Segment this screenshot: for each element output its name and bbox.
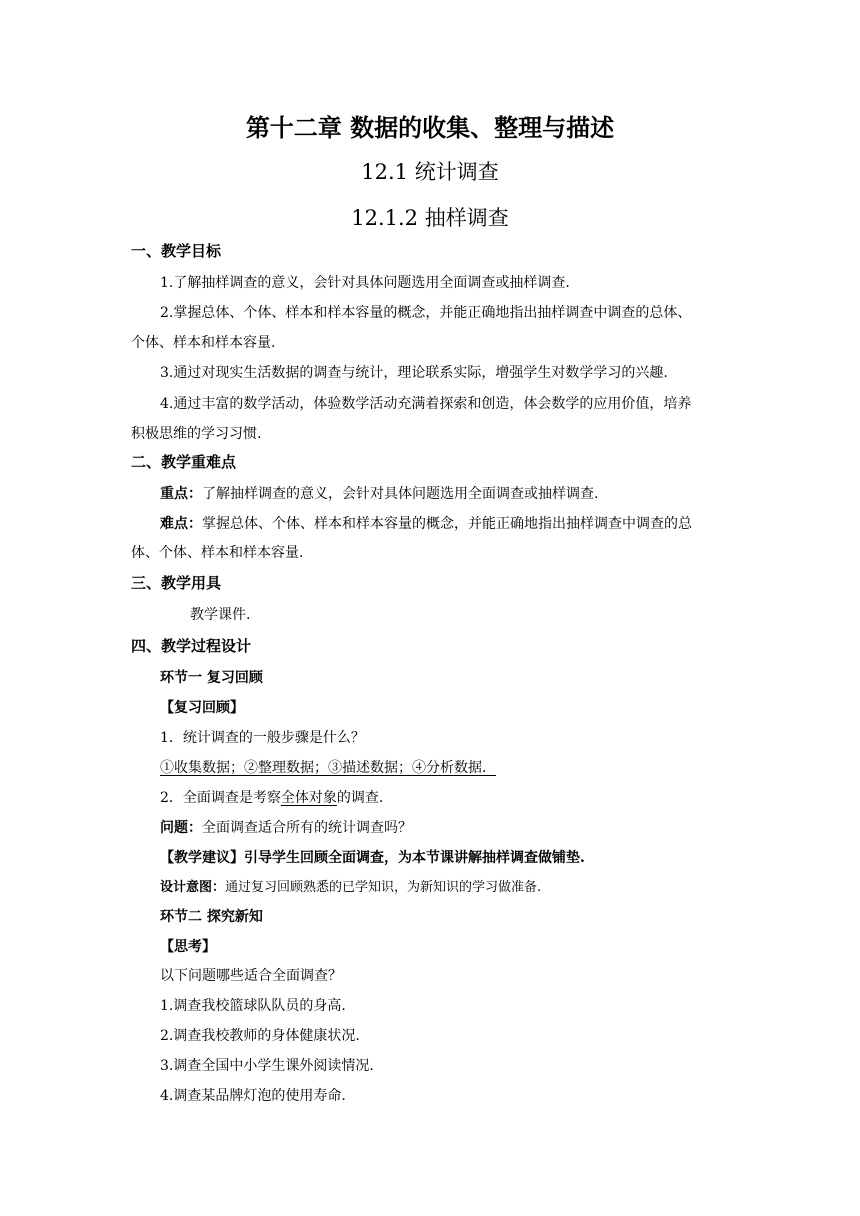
step2-title: 环节二 探究新知 [160, 909, 263, 925]
subsection-title: 12.1.2 抽样调查 [351, 206, 509, 230]
step1-title: 环节一 复习回顾 [160, 670, 263, 686]
heading-tools: 三、教学用具 [131, 574, 222, 592]
chapter-title: 第十二章 数据的收集、整理与描述 [245, 113, 615, 142]
list-item: 4.调查某品牌灯泡的使用寿命. [160, 1088, 346, 1104]
heading-goals: 一、教学目标 [131, 242, 222, 260]
teaching-suggestion: 【教学建议】引导学生回顾全面调查，为本节课讲解抽样调查做铺垫. [160, 850, 585, 866]
review-question-2-prefix: 2．全面调查是考察 [160, 790, 281, 806]
goal-item-2-line2: 个体、样本和样本容量. [131, 335, 276, 351]
design-intent [160, 878, 541, 898]
review-label: 【复习回顾】 [160, 700, 244, 716]
difficulty-text-line2: 体、个体、样本和样本容量. [131, 545, 304, 561]
review-question-2-suffix: 的调查. [336, 790, 384, 806]
difficulty-text-line1: 掌握总体、个体、样本和样本容量的概念，并能正确地指出抽样调查中调查的总 [202, 516, 692, 532]
difficulty-label: 难点： [160, 516, 202, 532]
key-point-label: 重点： [160, 486, 202, 502]
key-point-text: 了解抽样调查的意义，会针对具体问题选用全面调查或抽样调查. [202, 486, 599, 502]
question [160, 818, 412, 838]
section-title: 12.1 统计调查 [361, 160, 499, 184]
difficulty-point [160, 514, 692, 534]
list-item: 2.调查我校教师的身体健康状况. [160, 1028, 360, 1044]
review-answer-1: ①收集数据；②整理数据；③描述数据；④分析数据． [160, 760, 496, 776]
design-intent-label: 设计意图： [160, 880, 226, 895]
goal-item-1: 1.了解抽样调查的意义，会针对具体问题选用全面调查或抽样调查. [160, 275, 570, 291]
question-text: 全面调查适合所有的统计调查吗？ [202, 820, 412, 836]
heading-keypoints: 二、教学重难点 [131, 453, 237, 471]
goal-item-4-line2: 积极思维的学习习惯. [131, 426, 262, 442]
list-item: 3.调查全国中小学生课外阅读情况. [160, 1058, 374, 1074]
goal-item-4-line1: 4.通过丰富的数学活动，体验数学活动充满着探索和创造，体会数学的应用价值，培养 [160, 396, 692, 412]
think-intro: 以下问题哪些适合全面调查？ [160, 968, 342, 984]
think-label: 【思考】 [160, 939, 216, 955]
review-answer-2: 全体对象 [280, 790, 337, 806]
tools-text: 教学课件. [190, 607, 251, 623]
review-question-1: 1．统计调查的一般步骤是什么？ [160, 730, 365, 746]
goal-item-2-line1: 2.掌握总体、个体、样本和样本容量的概念，并能正确地指出抽样调查中调查的总体、 [160, 305, 692, 321]
design-intent-text: 通过复习回顾熟悉的已学知识，为新知识的学习做准备. [225, 880, 542, 895]
key-point [160, 484, 598, 504]
heading-process: 四、教学过程设计 [131, 637, 252, 655]
question-label: 问题： [160, 820, 202, 836]
goal-item-3: 3.通过对现实生活数据的调查与统计，理论联系实际，增强学生对数学学习的兴趣. [160, 365, 668, 381]
review-question-2 [160, 788, 383, 808]
list-item: 1.调查我校篮球队队员的身高. [160, 998, 346, 1014]
